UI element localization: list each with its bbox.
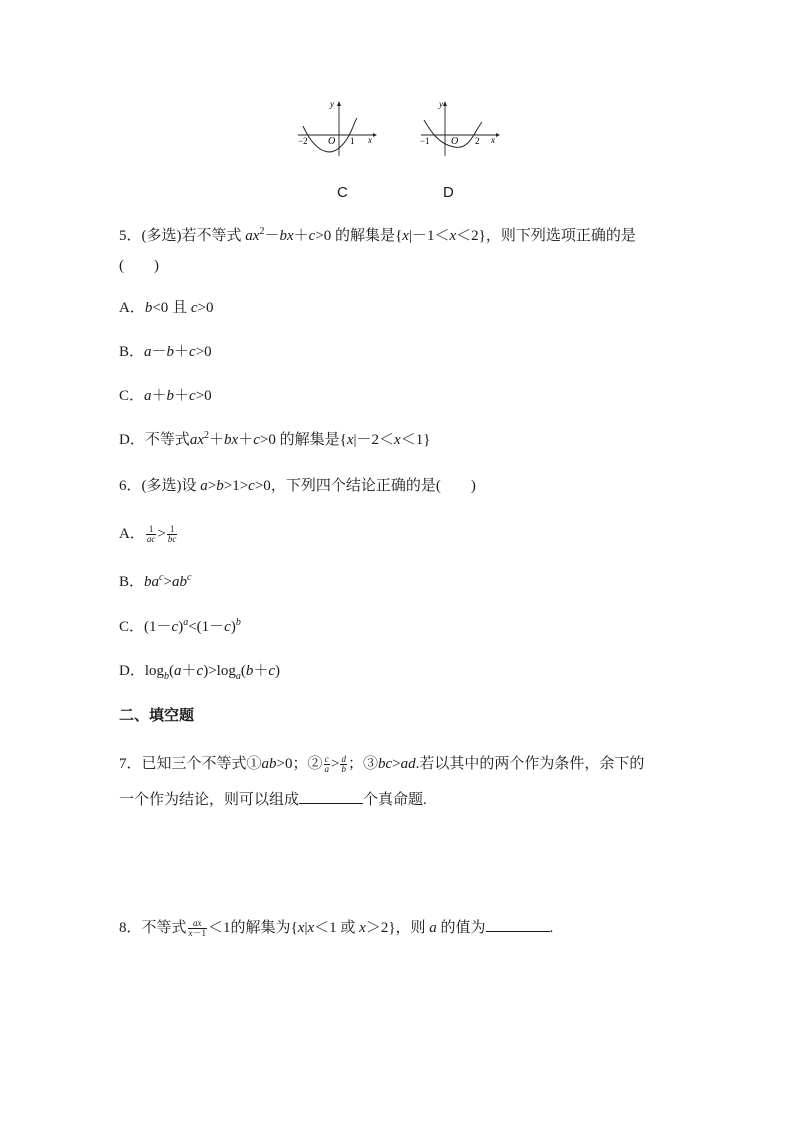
q7-text-a: 已知三个不等式①	[141, 756, 262, 772]
tick-right: 2	[475, 136, 480, 146]
q6-option-d: D．$\log_b(a+c)>\log_a(b+c)$	[119, 663, 281, 682]
q7-text-c: ；③	[347, 756, 378, 772]
x-label: x	[368, 135, 372, 145]
q6-paren: ( )	[435, 478, 476, 494]
q6-text-b: ，下列四个结论正确的是	[270, 478, 436, 494]
q8-number: 8．	[119, 920, 142, 936]
q7-number: 7．	[119, 756, 142, 772]
y-label: y	[330, 99, 334, 109]
figure-d-caption: D	[443, 184, 454, 201]
q6-option-c: C．$(1-c)^a<(1-c)^b$	[119, 617, 241, 635]
figure-c-graph	[295, 96, 380, 160]
q7-text-d: 若以其中的两个作为条件，余下的	[419, 756, 645, 772]
x-label: x	[491, 135, 495, 145]
option-text: 的解集是	[279, 432, 340, 448]
y-label: y	[439, 99, 443, 109]
figure-c-caption: C	[337, 184, 348, 201]
option-label: A．	[119, 300, 145, 316]
q5-option-d: D．不等式$ax^2+bx+c>0$ 的解集是{x|－2＜x＜1}	[119, 430, 431, 448]
q8-end: .	[549, 920, 554, 936]
x-axis-arrow	[373, 133, 377, 137]
section-title: 二、填空题	[119, 707, 195, 724]
option-text: 且	[172, 300, 188, 316]
q8-stem: 8．不等式 $\frac{ax}{x-1}$ ＜1的解集为{x|x＜1 或 x＞2}，则 a 的值为 .	[119, 918, 554, 939]
q8-text-d: 的值为	[440, 920, 486, 936]
q5-text-a: 若不等式	[181, 228, 242, 244]
tick-right: 1	[350, 136, 355, 146]
y-axis-arrow	[443, 101, 447, 106]
q5-option-a: A．b<0 且 c>0	[119, 300, 214, 316]
q6-option-b: B．$ba^c>ab^c$	[119, 572, 192, 590]
option-label: C．	[119, 388, 145, 404]
q6-number: 6．	[119, 478, 142, 494]
q6-option-a: A． $\frac{1}{ac}$ > $\frac{1}{bc}$	[119, 524, 177, 545]
q7-text-b: ；②	[292, 756, 323, 772]
q5-paren: ( )	[119, 258, 159, 274]
option-text: 不等式	[144, 432, 190, 448]
option-label: A．	[119, 526, 145, 542]
option-label: C．	[119, 619, 145, 635]
q8-text-c: ，则	[395, 920, 426, 936]
q7-line2	[119, 790, 427, 810]
q5-option-c: C．a＋b＋c>0	[119, 388, 212, 404]
q5-text-c: ，则下列选项正确的是	[485, 228, 636, 244]
q5-option-b: B．a－b＋c>0	[119, 344, 212, 360]
origin-label: O	[451, 136, 459, 147]
tick-left: −1	[420, 136, 430, 146]
option-label: D．	[119, 432, 145, 448]
q6-tag: (多选)	[141, 478, 182, 494]
q8-text-b: ＜1的解集为	[208, 920, 291, 936]
origin-label: O	[328, 136, 336, 147]
q5-solution-set: {x|－1＜x＜2}	[395, 228, 486, 244]
y-axis-arrow	[337, 101, 341, 106]
q5-number: 5．	[119, 228, 142, 244]
q8-answer-blank[interactable]	[486, 931, 550, 932]
x-axis-arrow	[496, 133, 500, 137]
q5-stem	[119, 226, 636, 246]
q6-stem: 6．(多选)设 a>b>1>c>0，下列四个结论正确的是( )	[119, 478, 476, 494]
q7-line2-b: 个真命题.	[363, 792, 427, 808]
option-label: B．	[119, 344, 145, 360]
q5-inequality: $ax^2-bx+c>0$	[245, 226, 332, 244]
option-label: B．	[119, 574, 145, 590]
q6-text-a: 设	[181, 478, 197, 494]
figure-d-graph	[418, 96, 503, 160]
q7-answer-blank[interactable]	[299, 803, 363, 804]
q5-tag: (多选)	[141, 228, 182, 244]
q5-text-b: 的解集是	[335, 228, 396, 244]
option-label: D．	[119, 663, 145, 679]
tick-left: −2	[298, 136, 308, 146]
q7-line2-a: 一个作为结论，则可以组成	[119, 792, 300, 808]
q7-stem: 7．已知三个不等式①ab>0；② $\frac{c}{a}$ > $\frac{d}{b}$ ；③bc>ad.若以其中的两个作为条件，余下的	[119, 754, 645, 775]
q8-text-a: 不等式	[141, 920, 187, 936]
